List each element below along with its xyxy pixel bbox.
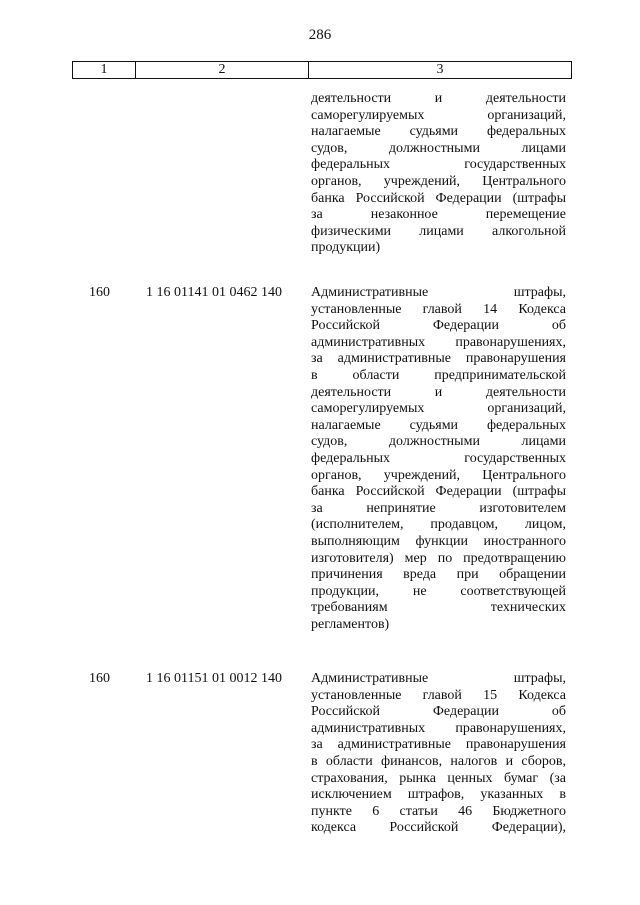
- text-line: административных правонарушениях,: [311, 720, 566, 736]
- text-line: страхования, рынка ценных бумаг (за: [311, 770, 566, 786]
- text-line: за административные правонарушения: [311, 351, 566, 367]
- continuation-description: [311, 91, 566, 257]
- text-line: требованиям технических: [311, 600, 566, 616]
- text-line: исключением штрафов, указанных в: [311, 787, 566, 803]
- text-line: Российской Федерации об: [311, 318, 566, 334]
- text-line: за непринятие изготовителем: [311, 500, 566, 516]
- text-line: судов, должностными лицами: [311, 140, 566, 156]
- text-line: в области предпринимательской: [311, 367, 566, 383]
- admin-code: 160: [89, 671, 110, 686]
- text-line: пункте 6 статьи 46 Бюджетного: [311, 803, 566, 819]
- text-line: Административные штрафы,: [311, 285, 566, 300]
- text-line: физическими лицами алкогольной: [311, 223, 566, 239]
- text-line: Российской Федерации об: [311, 704, 566, 720]
- text-line: (исполнителем, продавцом, лицом,: [311, 517, 566, 533]
- kbk-code: 1 16 01141 01 0462 140: [146, 285, 282, 300]
- text-line: органов, учреждений, Центрального: [311, 173, 566, 189]
- text-line: деятельности и деятельности: [311, 384, 566, 400]
- text-line: саморегулируемых организаций,: [311, 107, 566, 123]
- text-line: саморегулируемых организаций,: [311, 401, 566, 417]
- text-line: Административные штрафы,: [311, 671, 566, 686]
- text-line: продукции): [311, 240, 381, 256]
- header-col-3: 3: [309, 62, 572, 79]
- text-line: деятельности и деятельности: [311, 91, 566, 106]
- text-line: налагаемые судьями федеральных: [311, 124, 566, 140]
- text-line: судов, должностными лицами: [311, 434, 566, 450]
- text-line: органов, учреждений, Центрального: [311, 467, 566, 483]
- row-description: [311, 671, 566, 837]
- page-number: 286: [308, 27, 332, 43]
- row-description: [311, 285, 566, 633]
- table-header: [72, 61, 572, 79]
- kbk-code: 1 16 01151 01 0012 140: [146, 671, 282, 686]
- header-col-2: 2: [136, 62, 309, 79]
- text-line: банка Российской Федерации (штрафы: [311, 484, 566, 500]
- admin-code: 160: [89, 285, 110, 300]
- text-line: кодекса Российской Федерации),: [311, 820, 566, 836]
- text-line: за административные правонарушения: [311, 737, 566, 753]
- text-line: налагаемые судьями федеральных: [311, 417, 566, 433]
- text-line: регламентов): [311, 616, 390, 632]
- text-line: установленные главой 15 Кодекса: [311, 687, 566, 703]
- text-line: изготовителя) мер по предотвращению: [311, 550, 566, 566]
- text-line: установленные главой 14 Кодекса: [311, 301, 566, 317]
- text-line: административных правонарушениях,: [311, 334, 566, 350]
- text-line: за незаконное перемещение: [311, 207, 566, 223]
- header-col-1: 1: [73, 62, 136, 79]
- text-line: в области финансов, налогов и сборов,: [311, 753, 566, 769]
- text-line: продукции, не соответствующей: [311, 583, 566, 599]
- text-line: причинения вреда при обращении: [311, 567, 566, 583]
- text-line: банка Российской Федерации (штрафы: [311, 190, 566, 206]
- text-line: федеральных государственных: [311, 450, 566, 466]
- text-line: федеральных государственных: [311, 157, 566, 173]
- text-line: выполняющим функции иностранного: [311, 533, 566, 549]
